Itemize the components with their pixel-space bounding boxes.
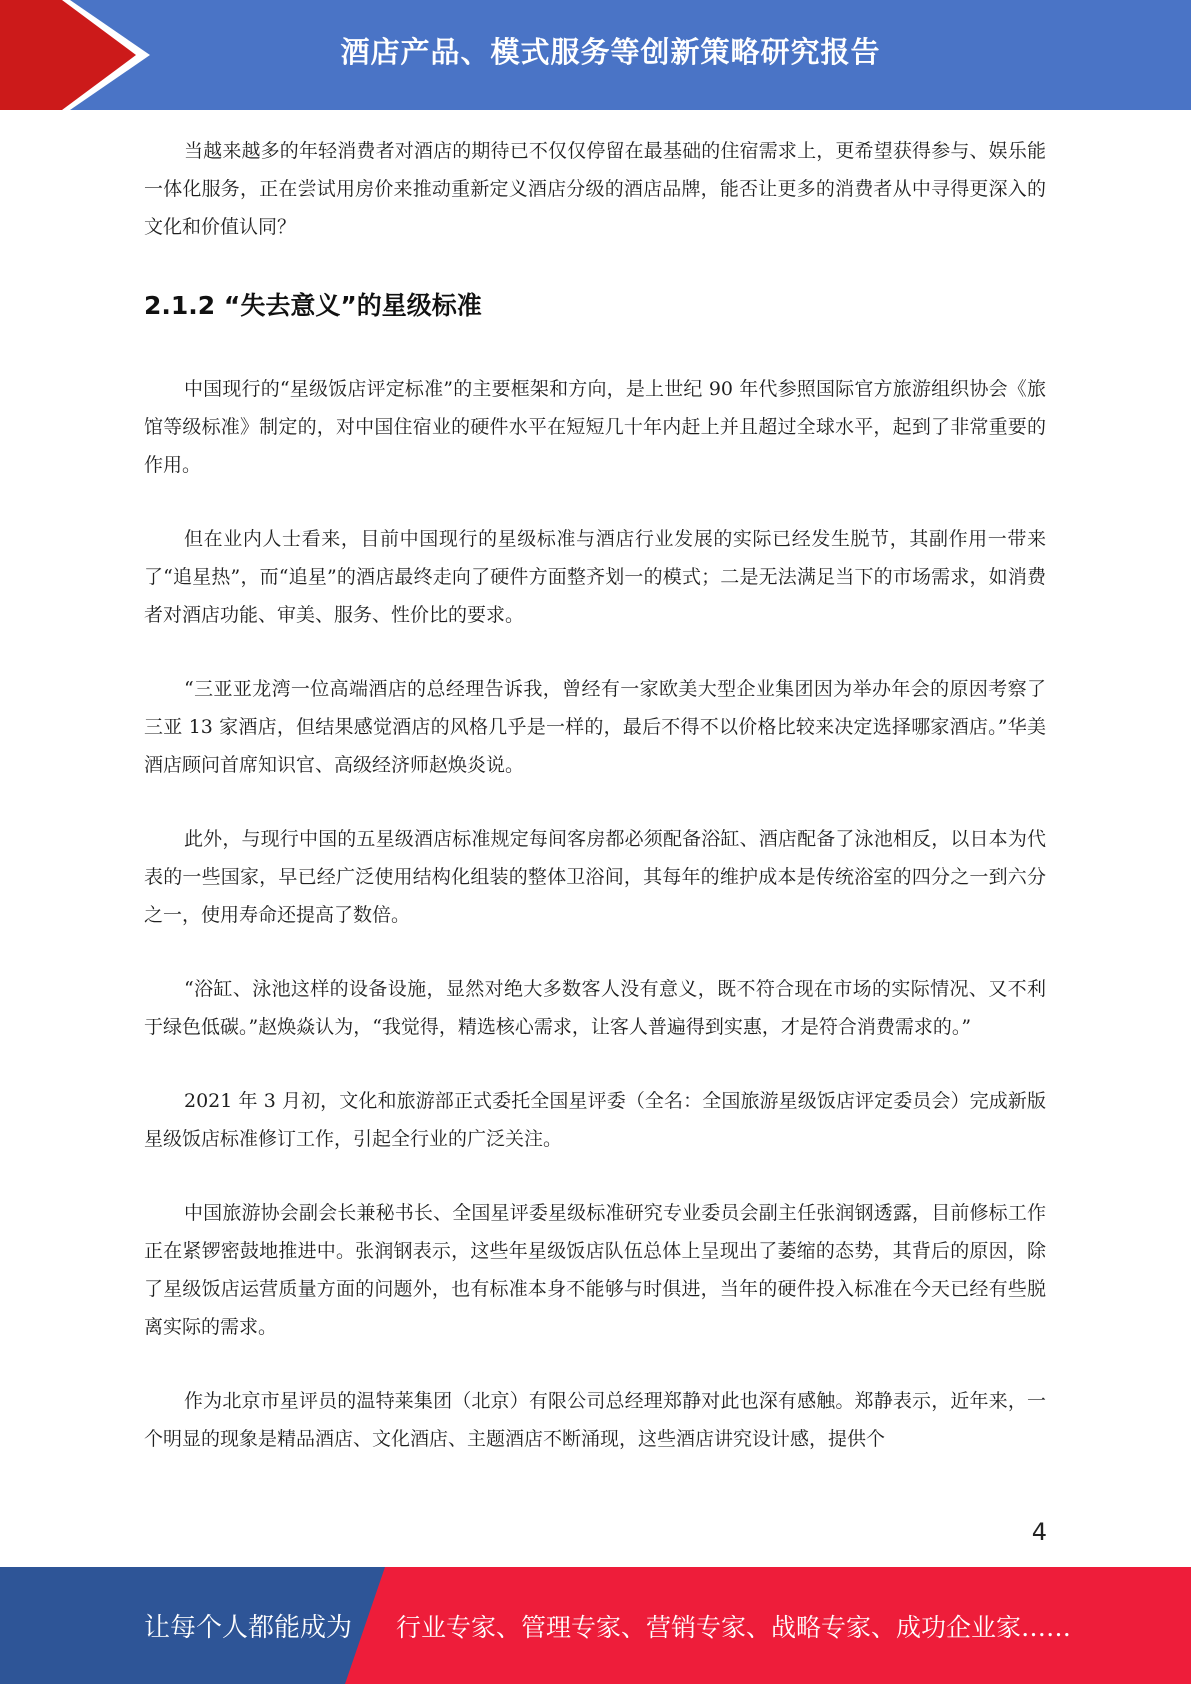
page-footer [0,1567,1191,1684]
paragraph: 此外，与现行中国的五星级酒店标准规定每间客房都必须配备浴缸、酒店配备了泳池相反，以日本为代表的一些国家，早已经广泛使用结构化组装的整体卫浴间，其每年的维护成本是传统浴室的四分之一到六分之一，使用寿命还提高了数倍。 [144,828,1046,926]
paragraph: 但在业内人士看来，目前中国现行的星级标准与酒店行业发展的实际已经发生脱节，其副作用一带来了“追星热”，而“追星”的酒店最终走向了硬件方面整齐划一的模式；二是无法满足当下的市场需求，如消费者对酒店功能、审美、服务、性价比的要求。 [144,528,1046,626]
paragraph-quote: “三亚亚龙湾一位高端酒店的总经理告诉我，曾经有一家欧美大型企业集团因为举办年会的原因考察了三亚 13 家酒店，但结果感觉酒店的风格几乎是一样的，最后不得不以价格比较来决定选择哪家酒店。”华美酒店顾问首席知识官、高级经济师赵焕炎说。 [144,678,1046,776]
paragraph: 作为北京市星评员的温特莱集团（北京）有限公司总经理郑静对此也深有感触。郑静表示，近年来，一个明显的现象是精品酒店、文化酒店、主题酒店不断涌现，这些酒店讲究设计感，提供个 [144,1390,1046,1450]
section-heading: 2.1.2 “失去意义”的星级标准 [144,291,482,320]
document-body [144,132,1046,1458]
paragraph-quote: “浴缸、泳池这样的设备设施，显然对绝大多数客人没有意义，既不符合现在市场的实际情况、又不利于绿色低碳。”赵焕焱认为，“我觉得，精选核心需求，让客人普遍得到实惠，才是符合消费需求的。” [144,978,1046,1038]
paragraph-intro: 当越来越多的年轻消费者对酒店的期待已不仅仅停留在最基础的住宿需求上，更希望获得参与、娱乐能一体化服务，正在尝试用房价来推动重新定义酒店分级的酒店品牌，能否让更多的消费者从中寻得更深入的文化和价值认同？ [144,140,1046,238]
footer-slogan-right: 行业专家、管理专家、营销专家、战略专家、成功企业家…… [396,1612,1072,1642]
paragraph: 2021 年 3 月初，文化和旅游部正式委托全国星评委（全名：全国旅游星级饭店评定委员会）完成新版星级饭店标准修订工作，引起全行业的广泛关注。 [144,1090,1046,1150]
page-number: 4 [1031,1518,1047,1546]
header-title: 酒店产品、模式服务等创新策略研究报告 [340,34,881,69]
footer-slogan-left: 让每个人都能成为 [144,1613,353,1643]
paragraph: 中国现行的“星级饭店评定标准”的主要框架和方向，是上世纪 90 年代参照国际官方旅游组织协会《旅馆等级标准》制定的，对中国住宿业的硬件水平在短短几十年内赶上并且超过全球水平，起到了非常重要的作用。 [144,378,1046,476]
page-header [0,0,1191,110]
paragraph: 中国旅游协会副会长兼秘书长、全国星评委星级标准研究专业委员会副主任张润钢透露，目前修标工作正在紧锣密鼓地推进中。张润钢表示，这些年星级饭店队伍总体上呈现出了萎缩的态势，其背后的原因，除了星级饭店运营质量方面的问题外，也有标准本身不能够与时俱进，当年的硬件投入标准在今天已经有些脱离实际的需求。 [144,1202,1046,1338]
